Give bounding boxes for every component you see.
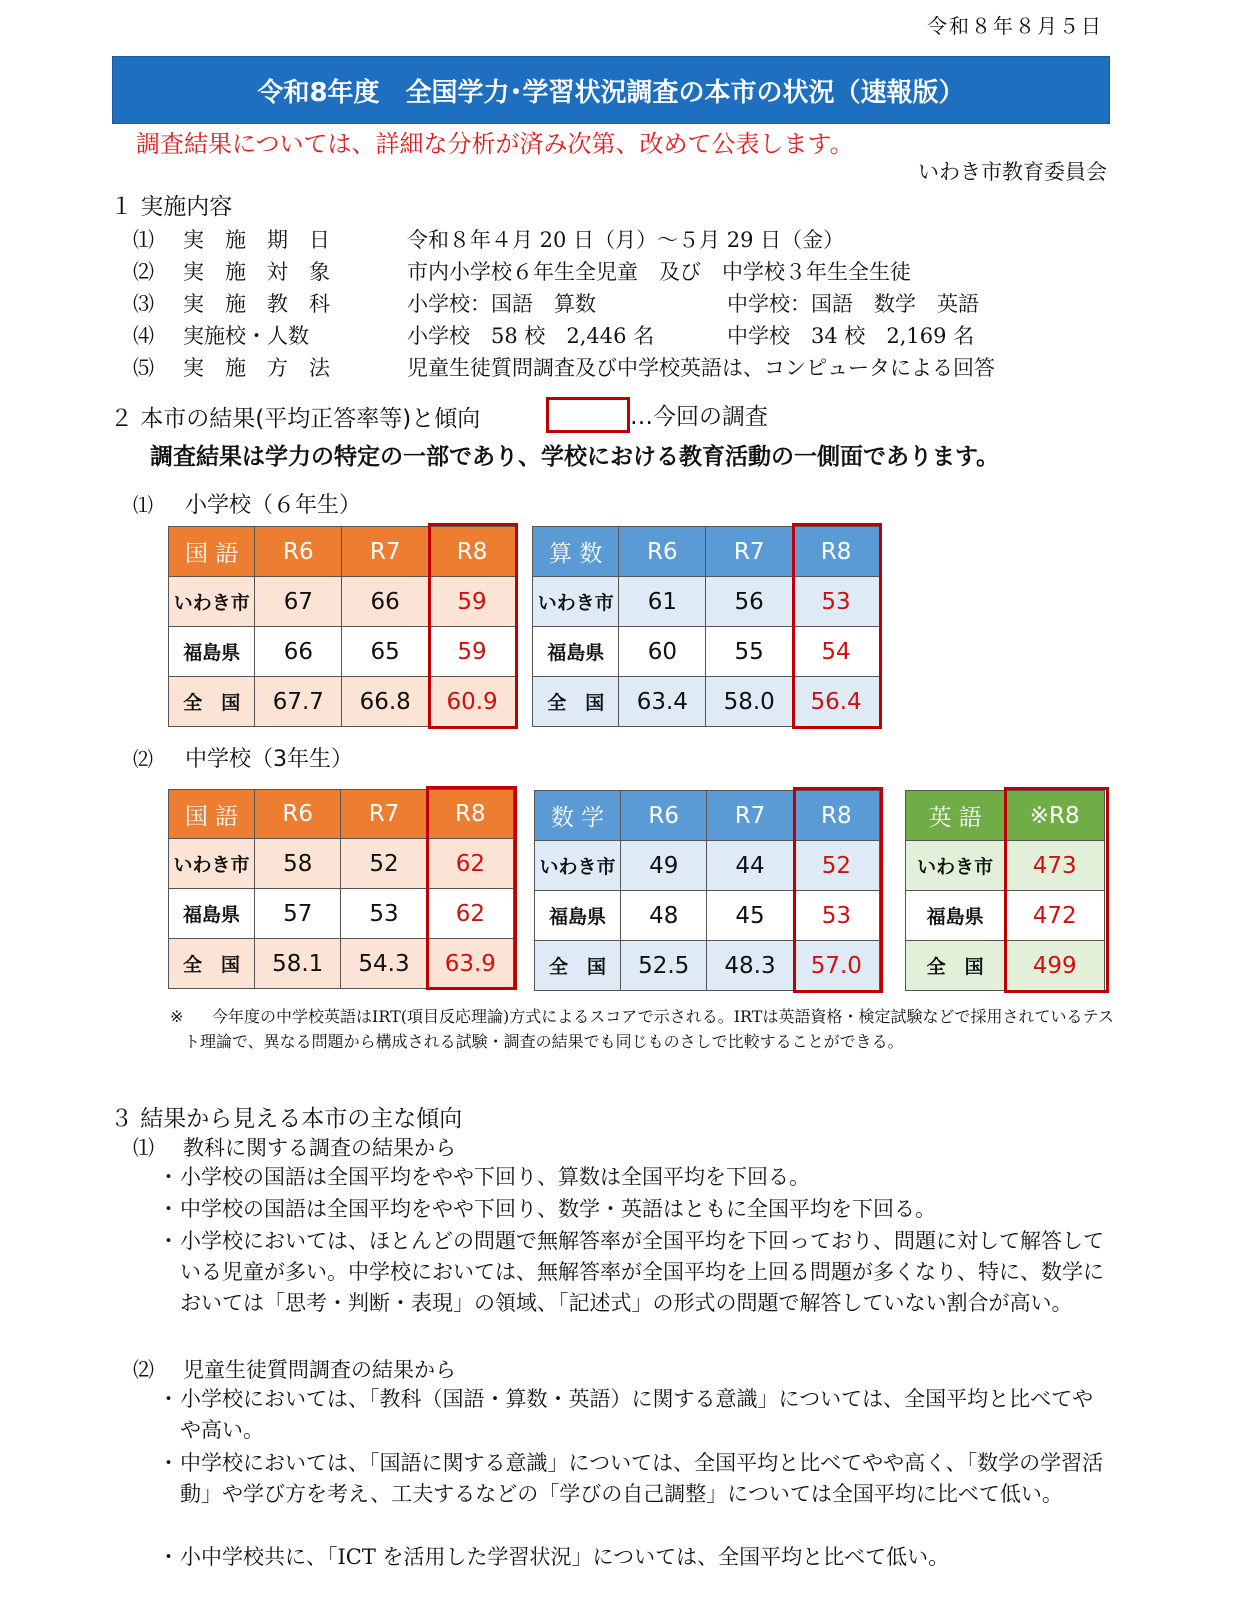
cell-current: 62 bbox=[427, 839, 513, 889]
subject-header: 国 語 bbox=[169, 527, 255, 577]
list-item bbox=[158, 1194, 1110, 1225]
table-row bbox=[533, 577, 880, 627]
table-junior-english bbox=[905, 790, 1105, 991]
table-row bbox=[535, 891, 880, 941]
col-header: R6 bbox=[621, 791, 707, 841]
row-label: いわき市 bbox=[535, 841, 621, 891]
cell: 58 bbox=[255, 839, 341, 889]
footnote-text: 今年度の中学校英語はIRT(項目反応理論)方式によるスコアで示される。IRTは英語資格・検定試験などで採用されているテスト理論で、異なる問題から構成される試験・調査の結果でも同じものさしで比較することができる。 bbox=[184, 1007, 1114, 1051]
cell: 54.3 bbox=[341, 939, 427, 989]
cell: 44 bbox=[707, 841, 793, 891]
cell-current: 56.4 bbox=[793, 677, 880, 727]
col-header: R7 bbox=[707, 791, 793, 841]
list-item bbox=[158, 1162, 1110, 1193]
bullet-mark: ・ bbox=[158, 1387, 179, 1411]
col-header: ※R8 bbox=[1005, 791, 1105, 841]
list-item bbox=[158, 1542, 1110, 1573]
section3-heading: ３ 結果から見える本市の主な傾向 bbox=[110, 1106, 463, 1132]
cell-current: 499 bbox=[1005, 941, 1105, 991]
cell-current: 59 bbox=[429, 577, 516, 627]
info-row-value: 児童生徒質問調査及び中学校英語は、コンピュータによる回答 bbox=[407, 356, 995, 380]
table-row bbox=[906, 891, 1105, 941]
bullet-text: 中学校の国語は全国平均をやや下回り、数学・英語はともに全国平均を下回る。 bbox=[180, 1197, 936, 1221]
sub-heading-number: ⑵ bbox=[133, 1358, 154, 1382]
title-banner bbox=[112, 56, 1110, 124]
row-label: いわき市 bbox=[906, 841, 1005, 891]
cell-current: 63.9 bbox=[427, 939, 513, 989]
list-item bbox=[158, 1448, 1110, 1510]
section2-heading: ２ 本市の結果(平均正答率等)と傾向 bbox=[110, 406, 481, 432]
cell-current: 59 bbox=[429, 627, 516, 677]
cell-current: 57.0 bbox=[793, 941, 879, 991]
bullet-mark: ・ bbox=[158, 1165, 179, 1189]
info-row-number: ⑷ bbox=[133, 324, 154, 348]
cell-current: 53 bbox=[793, 577, 880, 627]
page-title: 令和8年度 全国学力･学習状況調査の本市の状況（速報版） bbox=[257, 77, 965, 108]
row-label: いわき市 bbox=[169, 839, 255, 889]
row-label: 全 国 bbox=[169, 939, 255, 989]
info-row-label: 実施校・人数 bbox=[183, 324, 309, 348]
bullet-text: 小学校においては、「教科（国語・算数・英語）に関する意識」については、全国平均と比べてやや高い。 bbox=[180, 1387, 1094, 1442]
bullet-text: 小中学校共に、「ICT を活用した学習状況」については、全国平均と比べて低い。 bbox=[180, 1545, 950, 1569]
cell: 52.5 bbox=[621, 941, 707, 991]
info-row-label: 実 施 期 日 bbox=[183, 228, 330, 252]
cell: 66 bbox=[255, 627, 342, 677]
info-row-number: ⑴ bbox=[133, 228, 154, 252]
elementary-heading-text: 小学校（６年生） bbox=[185, 493, 362, 518]
cell: 63.4 bbox=[619, 677, 706, 727]
col-header: R8 bbox=[427, 790, 513, 839]
cell-current: 52 bbox=[793, 841, 879, 891]
cell-current: 60.9 bbox=[429, 677, 516, 727]
table-row bbox=[906, 941, 1105, 991]
legend-text: …今回の調査 bbox=[630, 404, 768, 430]
cell-current: 53 bbox=[793, 891, 879, 941]
table-row bbox=[535, 941, 880, 991]
cell: 57 bbox=[255, 889, 341, 939]
subject-header: 数 学 bbox=[535, 791, 621, 841]
elementary-heading-number: ⑴ bbox=[133, 493, 153, 517]
cell-current: 54 bbox=[793, 627, 880, 677]
cell-current: 62 bbox=[427, 889, 513, 939]
info-row-value-junior: 中学校 34 校 2,169 名 bbox=[727, 324, 975, 348]
notice-text: 調査結果については、詳細な分析が済み次第、改めて公表します。 bbox=[136, 130, 854, 158]
cell: 48.3 bbox=[707, 941, 793, 991]
cell-current: 472 bbox=[1005, 891, 1105, 941]
row-label: 福島県 bbox=[169, 889, 255, 939]
table-junior-japanese bbox=[168, 789, 514, 989]
row-label: 福島県 bbox=[906, 891, 1005, 941]
table-row bbox=[169, 939, 514, 989]
col-header: R8 bbox=[793, 527, 880, 577]
list-item bbox=[158, 1226, 1110, 1319]
caution-text: 調査結果は学力の特定の一部であり、学校における教育活動の一側面であります。 bbox=[150, 444, 1000, 470]
cell: 49 bbox=[621, 841, 707, 891]
info-row-number: ⑸ bbox=[133, 356, 154, 380]
table-elementary-math bbox=[532, 526, 880, 727]
cell: 56 bbox=[706, 577, 793, 627]
info-row-label: 実 施 方 法 bbox=[183, 356, 330, 380]
issuer: いわき市教育委員会 bbox=[918, 160, 1107, 184]
sub-heading-number: ⑴ bbox=[133, 1136, 154, 1160]
table-row bbox=[169, 577, 516, 627]
col-header: R7 bbox=[341, 790, 427, 839]
junior-heading-number: ⑵ bbox=[133, 747, 153, 771]
info-row-value: 市内小学校６年生全児童 及び 中学校３年生全生徒 bbox=[407, 260, 911, 284]
row-label: 全 国 bbox=[906, 941, 1005, 991]
cell: 66.8 bbox=[342, 677, 429, 727]
cell: 48 bbox=[621, 891, 707, 941]
cell: 58.1 bbox=[255, 939, 341, 989]
list-item bbox=[158, 1384, 1110, 1446]
subject-header: 国 語 bbox=[169, 790, 255, 839]
table-row bbox=[535, 841, 880, 891]
bullet-mark: ・ bbox=[158, 1197, 179, 1221]
col-header: R7 bbox=[342, 527, 429, 577]
table-row bbox=[533, 677, 880, 727]
sub-heading-text: 児童生徒質問調査の結果から bbox=[183, 1358, 456, 1382]
row-label: 全 国 bbox=[535, 941, 621, 991]
row-label: 全 国 bbox=[533, 677, 619, 727]
cell: 60 bbox=[619, 627, 706, 677]
table-row bbox=[906, 841, 1105, 891]
bullet-text: 小学校の国語は全国平均をやや下回り、算数は全国平均を下回る。 bbox=[180, 1165, 810, 1189]
bullet-mark: ・ bbox=[158, 1545, 179, 1569]
col-header: R7 bbox=[706, 527, 793, 577]
info-row-value: 小学校：国語 算数 bbox=[407, 292, 596, 316]
info-row-label: 実 施 対 象 bbox=[183, 260, 330, 284]
row-label: いわき市 bbox=[533, 577, 619, 627]
cell: 55 bbox=[706, 627, 793, 677]
junior-heading-text: 中学校（3年生） bbox=[185, 747, 353, 772]
cell: 52 bbox=[341, 839, 427, 889]
cell: 58.0 bbox=[706, 677, 793, 727]
cell-current: 473 bbox=[1005, 841, 1105, 891]
info-row-value: 小学校 58 校 2,446 名 bbox=[407, 324, 655, 348]
col-header: R6 bbox=[255, 527, 342, 577]
row-label: 全 国 bbox=[169, 677, 255, 727]
table-row bbox=[169, 627, 516, 677]
cell: 53 bbox=[341, 889, 427, 939]
cell: 45 bbox=[707, 891, 793, 941]
cell: 66 bbox=[342, 577, 429, 627]
cell: 67.7 bbox=[255, 677, 342, 727]
info-row-value-junior: 中学校：国語 数学 英語 bbox=[727, 292, 979, 316]
footnote bbox=[170, 1004, 1115, 1054]
cell: 61 bbox=[619, 577, 706, 627]
sub-heading-questionnaire-results bbox=[133, 1354, 456, 1384]
footnote-mark: ※ bbox=[170, 1007, 184, 1026]
bullet-text: 中学校においては、「国語に関する意識」については、全国平均と比べてやや高く、「数学の学習活動」や学び方を考え、工夫するなどの「学びの自己調整」については全国平均に比べて低い。 bbox=[180, 1451, 1104, 1506]
sub-heading-text: 教科に関する調査の結果から bbox=[183, 1136, 456, 1160]
sub-heading-subject-results bbox=[133, 1132, 456, 1162]
cell: 67 bbox=[255, 577, 342, 627]
col-header: R6 bbox=[619, 527, 706, 577]
table-row bbox=[169, 889, 514, 939]
legend-highlight-box bbox=[546, 397, 630, 433]
document-date: 令和８年８月５日 bbox=[927, 14, 1103, 38]
bullet-text: 小学校においては、ほとんどの問題で無解答率が全国平均を下回っており、問題に対して解答している児童が多い。中学校においては、無解答率が全国平均を上回る問題が多くなり、特に、数学においては「思考・判断・表現」の領域、「記述式」の形式の問題で解答していない割合が高い。 bbox=[180, 1229, 1104, 1315]
section1-heading: １ 実施内容 bbox=[110, 194, 233, 220]
info-row-label: 実 施 教 科 bbox=[183, 292, 330, 316]
table-row bbox=[533, 627, 880, 677]
table-row bbox=[169, 839, 514, 889]
elementary-heading bbox=[133, 488, 361, 519]
row-label: 福島県 bbox=[535, 891, 621, 941]
subject-header: 英 語 bbox=[906, 791, 1005, 841]
bullet-mark: ・ bbox=[158, 1451, 179, 1475]
info-row-number: ⑶ bbox=[133, 292, 154, 316]
col-header: R8 bbox=[429, 527, 516, 577]
table-junior-math bbox=[534, 790, 880, 991]
info-row-value: 令和８年４月 20 日（月）～５月 29 日（金） bbox=[407, 228, 845, 252]
info-row-number: ⑵ bbox=[133, 260, 154, 284]
subject-header: 算 数 bbox=[533, 527, 619, 577]
table-row bbox=[169, 677, 516, 727]
col-header: R6 bbox=[255, 790, 341, 839]
row-label: 福島県 bbox=[169, 627, 255, 677]
junior-heading bbox=[133, 742, 353, 773]
bullet-mark: ・ bbox=[158, 1229, 179, 1253]
row-label: いわき市 bbox=[169, 577, 255, 627]
cell: 65 bbox=[342, 627, 429, 677]
col-header: R8 bbox=[793, 791, 879, 841]
row-label: 福島県 bbox=[533, 627, 619, 677]
table-elementary-japanese bbox=[168, 526, 516, 727]
